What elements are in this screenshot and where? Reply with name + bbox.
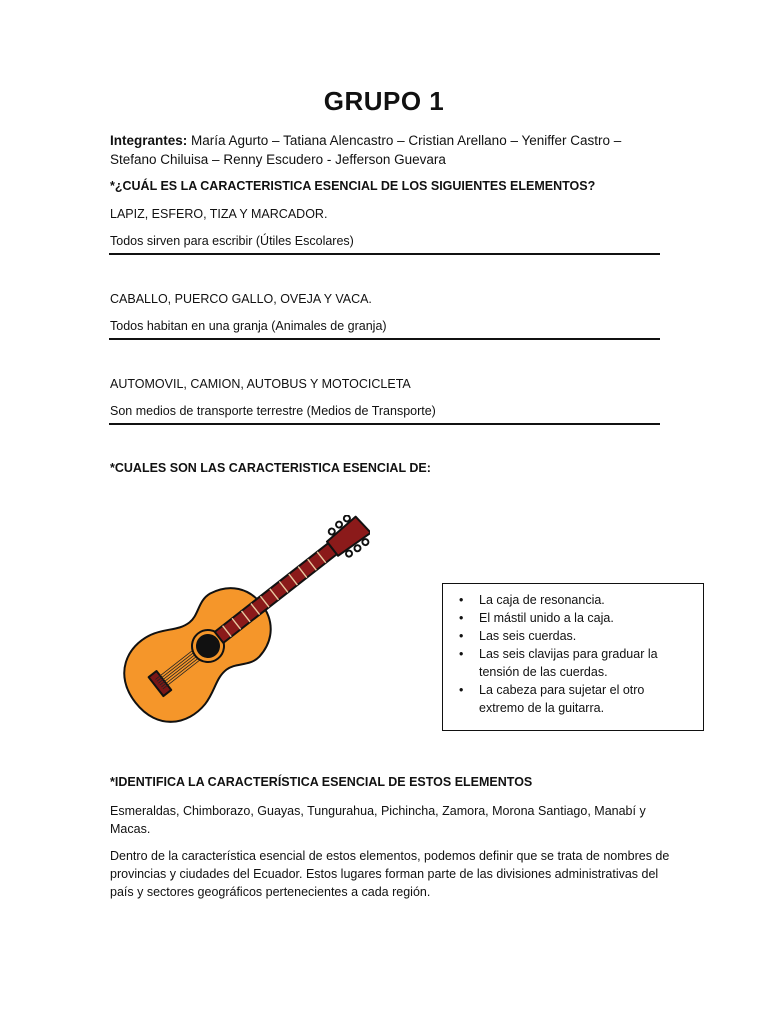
list-item: • La caja de resonancia. <box>459 593 605 607</box>
elements-3: AUTOMOVIL, CAMION, AUTOBUS Y MOTOCICLETA <box>110 377 411 391</box>
bullet-icon: • <box>459 683 464 697</box>
elements-2: CABALLO, PUERCO GALLO, OVEJA Y VACA. <box>110 292 372 306</box>
members-line <box>110 131 670 169</box>
list-item: • El mástil unido a la caja. <box>459 611 614 625</box>
elements-1: LAPIZ, ESFERO, TIZA Y MARCADOR. <box>110 207 328 221</box>
bullet-icon: • <box>459 611 464 625</box>
list-item: • La cabeza para sujetar el otro extremo de la guitarra. <box>459 683 645 715</box>
bullet-icon: • <box>459 593 464 607</box>
explanation-paragraph: Dentro de la característica esencial de estos elementos, podemos definir que se trata de nombres de provincias y ciudades del Ecuador. Estos lugares forman parte de las divisiones administrativas del país y sectores geográficos pertenecientes a cada región. <box>110 849 670 899</box>
guitar-body <box>110 568 290 725</box>
members-names: María Agurto – Tatiana Alencastro – Cristian Arellano – Yeniffer Castro – Stefano Chiluisa – Renny Escudero - Jefferson Guevara <box>110 133 622 167</box>
answer-1: Todos sirven para escribir (Útiles Escolares) <box>110 234 354 248</box>
answer-underline-2 <box>109 338 660 340</box>
characteristics-list <box>459 591 691 717</box>
guitar-characteristics-box <box>442 583 704 731</box>
question-3: *IDENTIFICA LA CARACTERÍSTICA ESENCIAL DE ESTOS ELEMENTOS <box>110 775 533 789</box>
members-label: Integrantes: <box>110 133 188 148</box>
guitar-illustration <box>110 515 370 725</box>
answer-underline-1 <box>109 253 660 255</box>
answer-3: Son medios de transporte terrestre (Medios de Transporte) <box>110 404 436 418</box>
bullet-icon: • <box>459 629 464 643</box>
page-title: GRUPO 1 <box>323 86 445 116</box>
answer-underline-3 <box>109 423 660 425</box>
question-2: *CUALES SON LAS CARACTERISTICA ESENCIAL DE: <box>110 461 431 475</box>
question-1: *¿CUÁL ES LA CARACTERISTICA ESENCIAL DE LOS SIGUIENTES ELEMENTOS? <box>110 179 596 193</box>
guitar-neck <box>208 515 370 652</box>
answer-2: Todos habitan en una granja (Animales de granja) <box>110 319 387 333</box>
places-list: Esmeraldas, Chimborazo, Guayas, Tungurahua, Pichincha, Zamora, Morona Santiago, Manabí y Macas. <box>110 804 646 836</box>
list-item: • Las seis cuerdas. <box>459 629 577 643</box>
bullet-icon: • <box>459 647 464 661</box>
list-item: • Las seis clavijas para graduar la tensión de las cuerdas. <box>459 647 658 679</box>
